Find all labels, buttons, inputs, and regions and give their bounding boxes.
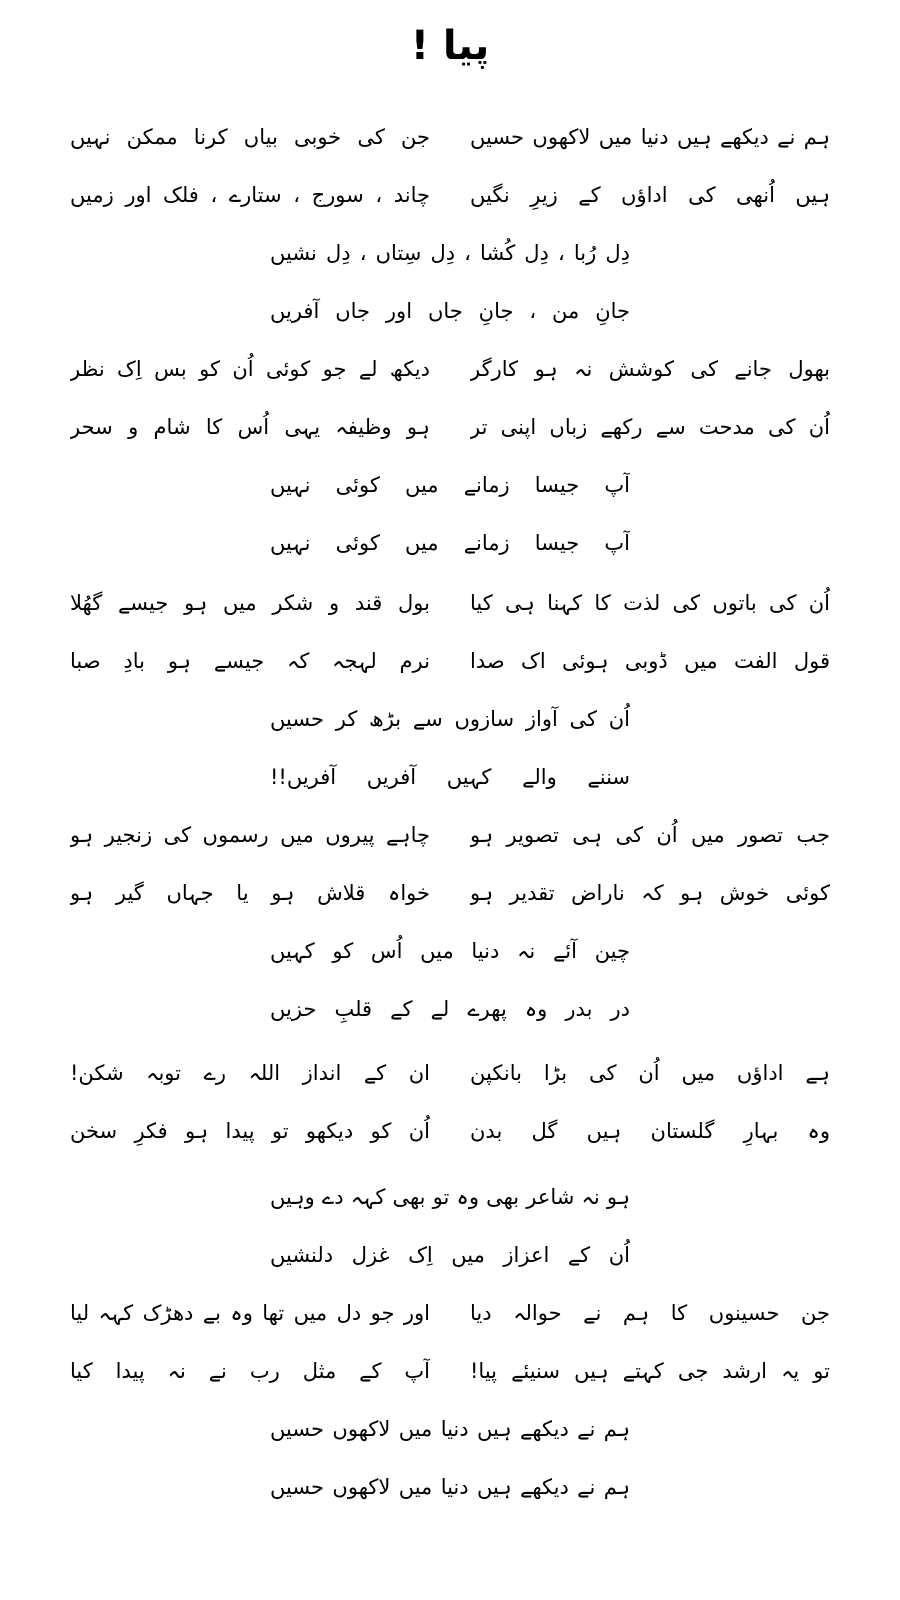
couplet-row bbox=[0, 1342, 900, 1400]
verse-line: بھول جانے کی کوشش نہ ہو کارگر bbox=[470, 357, 830, 381]
stanza bbox=[0, 574, 900, 806]
refrain-line: آپ جیسا زمانے میں کوئی نہیں bbox=[270, 531, 630, 555]
refrain-line: دِل رُبا ، دِل کُشا ، دِل سِتاں ، دِل نشیں bbox=[270, 241, 630, 265]
refrain-line: آپ جیسا زمانے میں کوئی نہیں bbox=[270, 473, 630, 497]
verse-line: ان کے انداز اللہ رے توبہ شکن! bbox=[70, 1061, 430, 1085]
verse-line: کوئی خوش ہو کہ ناراض تقدیر ہو bbox=[470, 881, 830, 905]
verse-line: اُن کی باتوں کی لذت کا کہنا ہی کیا bbox=[470, 591, 830, 615]
verse-line: اُن کو دیکھو تو پیدا ہو فکرِ سخن bbox=[70, 1119, 430, 1143]
verse-line: جب تصور میں اُن کی ہی تصویر ہو bbox=[470, 823, 830, 847]
verse-line: جن کی خوبی بیاں کرنا ممکن نہیں bbox=[70, 125, 430, 149]
refrain-line: سننے والے کہیں آفریں آفریں!! bbox=[270, 765, 630, 789]
refrain-line: ہم نے دیکھے ہیں دنیا میں لاکھوں حسیں bbox=[270, 1417, 630, 1441]
couplet-row bbox=[0, 632, 900, 690]
verse-line: آپ کے مثل رب نے نہ پیدا کیا bbox=[70, 1359, 430, 1383]
verse-line: اور جو دل میں تھا وہ بے دھڑک کہہ لیا bbox=[70, 1301, 430, 1325]
verse-line: اُن کی مدحت سے رکھے زباں اپنی تر bbox=[470, 415, 830, 439]
stanza bbox=[0, 340, 900, 572]
couplet-row bbox=[0, 574, 900, 632]
couplet-row bbox=[0, 108, 900, 166]
verse-line: جن حسینوں کا ہم نے حوالہ دیا bbox=[470, 1301, 830, 1325]
verse-line: ہو وظیفہ یہی اُس کا شام و سحر bbox=[70, 415, 430, 439]
verse-line: چاند ، سورج ، ستارے ، فلک اور زمیں bbox=[70, 183, 430, 207]
couplet-row bbox=[0, 864, 900, 922]
couplet-row bbox=[0, 340, 900, 398]
refrain-line: اُن کی آواز سازوں سے بڑھ کر حسیں bbox=[270, 707, 630, 731]
refrain-line: در بدر وہ پھرے لے کے قلبِ حزیں bbox=[270, 997, 630, 1021]
verse-line: بول قند و شکر میں ہو جیسے گھُلا bbox=[70, 591, 430, 615]
verse-line: ہے اداؤں میں اُن کی بڑا بانکپن bbox=[470, 1061, 830, 1085]
stanza bbox=[0, 1044, 900, 1284]
poem-title: پیا ! bbox=[410, 23, 490, 69]
verse-line: وہ بہارِ گلستان ہیں گل بدن bbox=[470, 1119, 830, 1143]
stanza bbox=[0, 108, 900, 340]
verse-line: قول الفت میں ڈوبی ہوئی اک صدا bbox=[470, 649, 830, 673]
stanza bbox=[0, 1284, 900, 1516]
refrain-line: ہو نہ شاعر بھی وہ تو بھی کہہ دے وہیں bbox=[270, 1185, 630, 1209]
couplet-row bbox=[0, 806, 900, 864]
couplet-row bbox=[0, 1284, 900, 1342]
couplet-row bbox=[0, 166, 900, 224]
couplet-row bbox=[0, 1044, 900, 1102]
verse-line: چاہے پیروں میں رسموں کی زنجیر ہو bbox=[70, 823, 430, 847]
stanza bbox=[0, 806, 900, 1038]
verse-line: دیکھ لے جو کوئی اُن کو بس اِک نظر bbox=[70, 357, 430, 381]
couplet-row bbox=[0, 1102, 900, 1160]
refrain-line: چین آئے نہ دنیا میں اُس کو کہیں bbox=[270, 939, 630, 963]
couplet-row bbox=[0, 398, 900, 456]
verse-line: تو یہ ارشد جی کہتے ہیں سنیئے پیا! bbox=[470, 1359, 830, 1383]
verse-line: ہم نے دیکھے ہیں دنیا میں لاکھوں حسیں bbox=[470, 125, 830, 149]
refrain-line: ہم نے دیکھے ہیں دنیا میں لاکھوں حسیں bbox=[270, 1475, 630, 1499]
verse-line: نرم لہجہ کہ جیسے ہو بادِ صبا bbox=[70, 649, 430, 673]
refrain-line: اُن کے اعزاز میں اِک غزل دلنشیں bbox=[270, 1243, 630, 1267]
verse-line: ہیں اُنھی کی اداؤں کے زیرِ نگیں bbox=[470, 183, 830, 207]
refrain-line: جانِ من ، جانِ جاں اور جاں آفریں bbox=[270, 299, 630, 323]
verse-line: خواہ قلاش ہو یا جہاں گیر ہو bbox=[70, 881, 430, 905]
